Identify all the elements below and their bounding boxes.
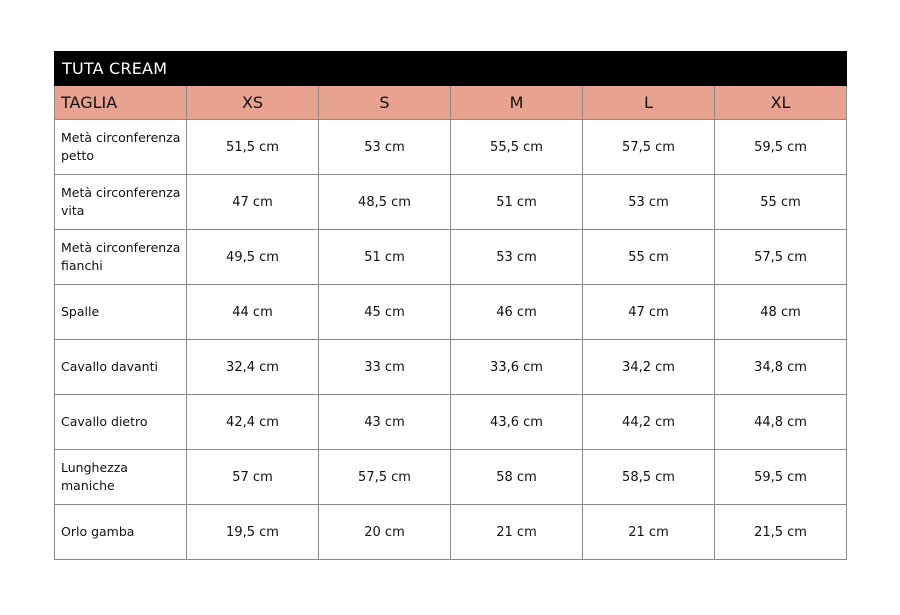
table-cell: 57 cm xyxy=(187,450,319,505)
table-cell: 46 cm xyxy=(451,285,583,340)
table-cell: 32,4 cm xyxy=(187,340,319,395)
row-label: Cavallo dietro xyxy=(55,395,187,450)
table-cell: 48 cm xyxy=(715,285,847,340)
header-size-label: TAGLIA xyxy=(55,86,187,120)
table-cell: 51,5 cm xyxy=(187,120,319,175)
table-cell: 59,5 cm xyxy=(715,450,847,505)
table-cell: 21 cm xyxy=(451,505,583,560)
table-cell: 47 cm xyxy=(583,285,715,340)
table-cell: 42,4 cm xyxy=(187,395,319,450)
table-cell: 53 cm xyxy=(451,230,583,285)
table-cell: 33,6 cm xyxy=(451,340,583,395)
table-cell: 45 cm xyxy=(319,285,451,340)
table-cell: 44,2 cm xyxy=(583,395,715,450)
row-label: Lunghezza maniche xyxy=(55,450,187,505)
table-cell: 47 cm xyxy=(187,175,319,230)
table-cell: 51 cm xyxy=(451,175,583,230)
table-row xyxy=(55,230,847,285)
header-size-s: S xyxy=(319,86,451,120)
row-label: Metà circonferenza vita xyxy=(55,175,187,230)
table-row xyxy=(55,395,847,450)
table-cell: 21 cm xyxy=(583,505,715,560)
header-size-m: M xyxy=(451,86,583,120)
table-cell: 34,8 cm xyxy=(715,340,847,395)
table-cell: 57,5 cm xyxy=(319,450,451,505)
header-row xyxy=(55,86,847,120)
table-cell: 53 cm xyxy=(319,120,451,175)
table-cell: 34,2 cm xyxy=(583,340,715,395)
table-cell: 49,5 cm xyxy=(187,230,319,285)
table-row xyxy=(55,340,847,395)
table-cell: 58,5 cm xyxy=(583,450,715,505)
table-cell: 43,6 cm xyxy=(451,395,583,450)
table-cell: 44 cm xyxy=(187,285,319,340)
header-size-l: L xyxy=(583,86,715,120)
table-title: TUTA CREAM xyxy=(55,52,847,86)
row-label: Metà circonferenza fianchi xyxy=(55,230,187,285)
table-cell: 48,5 cm xyxy=(319,175,451,230)
table-cell: 53 cm xyxy=(583,175,715,230)
table-cell: 43 cm xyxy=(319,395,451,450)
table-row xyxy=(55,450,847,505)
size-chart-table xyxy=(54,51,847,560)
row-label: Metà circonferenza petto xyxy=(55,120,187,175)
table-cell: 57,5 cm xyxy=(583,120,715,175)
table-cell: 58 cm xyxy=(451,450,583,505)
table-row xyxy=(55,175,847,230)
row-label: Spalle xyxy=(55,285,187,340)
table-cell: 59,5 cm xyxy=(715,120,847,175)
table-row xyxy=(55,285,847,340)
table-row xyxy=(55,505,847,560)
table-cell: 20 cm xyxy=(319,505,451,560)
header-size-xs: XS xyxy=(187,86,319,120)
size-chart-body xyxy=(55,52,847,560)
header-size-xl: XL xyxy=(715,86,847,120)
row-label: Cavallo davanti xyxy=(55,340,187,395)
table-cell: 21,5 cm xyxy=(715,505,847,560)
table-cell: 57,5 cm xyxy=(715,230,847,285)
table-cell: 55 cm xyxy=(715,175,847,230)
table-cell: 55,5 cm xyxy=(451,120,583,175)
table-cell: 19,5 cm xyxy=(187,505,319,560)
table-cell: 51 cm xyxy=(319,230,451,285)
table-cell: 33 cm xyxy=(319,340,451,395)
title-row xyxy=(55,52,847,86)
row-label: Orlo gamba xyxy=(55,505,187,560)
table-cell: 44,8 cm xyxy=(715,395,847,450)
table-row xyxy=(55,120,847,175)
table-cell: 55 cm xyxy=(583,230,715,285)
